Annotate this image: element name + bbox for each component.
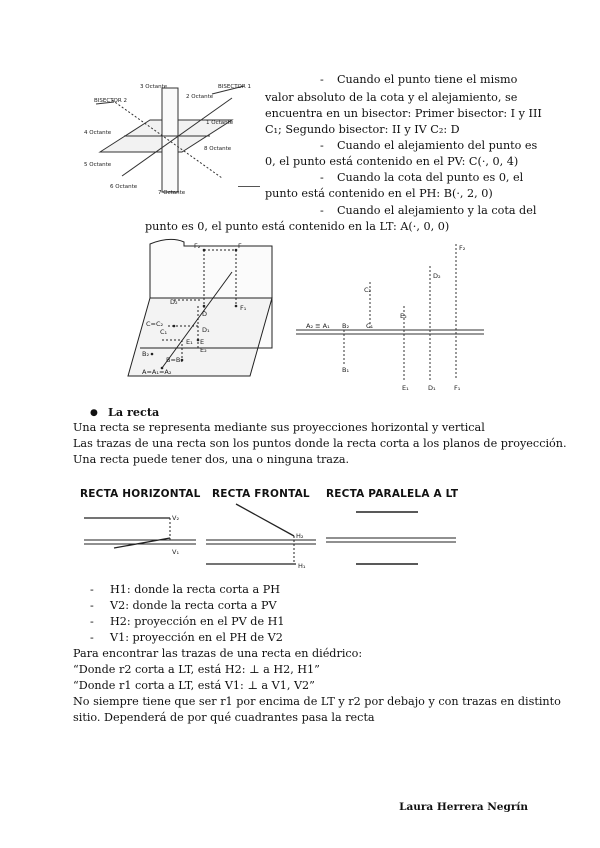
point-label: F bbox=[238, 242, 242, 250]
recta-paralela-figure bbox=[326, 500, 456, 574]
octants-figure bbox=[82, 80, 260, 202]
list-dash: - bbox=[90, 583, 94, 596]
point-label: C=C₂ bbox=[146, 320, 164, 328]
bullet-dash: - bbox=[320, 171, 324, 184]
projection-label: D₁ bbox=[428, 384, 436, 392]
list-item: V1: proyección en el PH de V2 bbox=[110, 631, 283, 644]
projection-label: F₂ bbox=[459, 244, 466, 252]
bisector-2-label: BISECTOR 2 bbox=[94, 98, 127, 104]
point-label: D bbox=[202, 310, 208, 318]
octant-label: 2 Octante bbox=[186, 94, 214, 100]
point-label: E₂ bbox=[200, 346, 207, 354]
list-dash: - bbox=[90, 599, 94, 612]
author-name: Laura Herrera Negrín bbox=[399, 801, 528, 813]
dihedral-figure bbox=[296, 240, 486, 398]
recta-paralela-title: RECTA PARALELA A LT bbox=[326, 488, 459, 500]
projection-label: E₂ bbox=[400, 312, 407, 320]
bullet-line: Cuando la cota del punto es 0, el bbox=[337, 171, 524, 184]
point-label: D₁ bbox=[202, 326, 210, 334]
point-label: E₁ bbox=[186, 338, 193, 346]
bullet-line: punto está contenido en el PH: B(·, 2, 0) bbox=[265, 187, 493, 200]
point-label: A=A₁=A₂ bbox=[142, 368, 172, 376]
projection-label: B₁ bbox=[342, 366, 350, 374]
projection-label: E₁ bbox=[402, 384, 409, 392]
closing-line: Para encontrar las trazas de una recta en diédrico: bbox=[73, 647, 363, 660]
octant-label: 7 Octante bbox=[158, 190, 186, 196]
section-paragraph-line: Una recta se representa mediante sus proyecciones horizontal y vertical bbox=[73, 421, 485, 434]
list-dash: - bbox=[90, 615, 94, 628]
figure-separator bbox=[238, 186, 260, 187]
octant-label: 6 Octante bbox=[110, 184, 138, 190]
point-label: B₂ bbox=[142, 350, 150, 358]
projection-label: D₂ bbox=[433, 272, 441, 280]
closing-line: No siempre tiene que ser r1 por encima de LT y r2 por debajo y con trazas en distinto bbox=[73, 695, 561, 708]
section-title: La recta bbox=[108, 405, 160, 419]
bullet-line: Cuando el alejamiento y la cota del bbox=[337, 204, 537, 217]
projection-label: F₁ bbox=[454, 384, 461, 392]
bullet-line: Cuando el alejamiento del punto es bbox=[337, 139, 538, 152]
section-paragraph-line: Las trazas de una recta son los puntos donde la recta corta a los planos de proyección. bbox=[73, 437, 567, 450]
bullet-line: Cuando el punto tiene el mismo bbox=[337, 73, 518, 86]
list-item: V2: donde la recta corta a PV bbox=[110, 599, 277, 612]
projection-3d-figure bbox=[122, 236, 280, 388]
bullet-line: 0, el punto está contenido en el PV: C(·, 0, 4) bbox=[265, 155, 519, 168]
list-item: H2: proyección en el PV de H1 bbox=[110, 615, 285, 628]
trace-label: V₁ bbox=[172, 548, 180, 556]
bullet-dash: - bbox=[320, 139, 324, 152]
recta-horizontal-figure bbox=[84, 500, 196, 574]
projection-label: C₂ bbox=[364, 286, 372, 294]
bullet-dash: - bbox=[320, 204, 324, 217]
point-label: B=B₁ bbox=[166, 356, 183, 364]
bisector-1-label: BISECTOR 1 bbox=[218, 84, 251, 90]
recta-frontal-title: RECTA FRONTAL bbox=[212, 488, 310, 500]
octant-label: 5 Octante bbox=[84, 162, 112, 168]
projection-label: A₂ ≡ A₁ bbox=[306, 322, 330, 330]
list-dash: - bbox=[90, 631, 94, 644]
trace-label: H₂ bbox=[296, 532, 304, 540]
projection-label: C₁ bbox=[366, 322, 374, 330]
section-paragraph-line: Una recta puede tener dos, una o ninguna traza. bbox=[73, 453, 350, 466]
projection-label: B₂ bbox=[342, 322, 350, 330]
point-label: F₁ bbox=[240, 304, 247, 312]
octant-plane-vertical bbox=[162, 88, 178, 192]
octant-label: 8 Octante bbox=[204, 146, 232, 152]
bullet-dash: - bbox=[320, 73, 324, 86]
point-label: C₁ bbox=[160, 328, 168, 336]
bullet-line: C₁; Segundo bisector: II y IV C₂: D bbox=[265, 123, 460, 136]
horizontal-plane bbox=[128, 298, 272, 376]
point-label: D₂ bbox=[170, 298, 178, 306]
trace-label: H₁ bbox=[298, 562, 306, 570]
point-label: F₂ bbox=[194, 242, 201, 250]
octant-label: 4 Octante bbox=[84, 130, 112, 136]
bullet-line: valor absoluto de la cota y el alejamiento, se bbox=[265, 91, 518, 104]
closing-line: sitio. Dependerá de por qué cuadrantes pasa la recta bbox=[73, 711, 375, 724]
bullet-line: punto es 0, el punto está contenido en la LT: A(·, 0, 0) bbox=[145, 220, 450, 233]
recta-horizontal-title: RECTA HORIZONTAL bbox=[80, 488, 201, 500]
octant-label: 3 Octante bbox=[140, 84, 168, 90]
section-bullet: ● bbox=[90, 408, 98, 418]
closing-line: “Donde r1 corta a LT, está V1: ⊥ a V1, V2” bbox=[73, 679, 315, 692]
octant-label: 1 Octante bbox=[206, 120, 234, 126]
recta-frontal-figure bbox=[206, 500, 316, 574]
bullet-line: encuentra en un bisector: Primer bisector: I y III bbox=[265, 107, 542, 120]
point-label: E bbox=[200, 338, 205, 346]
trace-label: V₂ bbox=[172, 514, 180, 522]
list-item: H1: donde la recta corta a PH bbox=[110, 583, 280, 596]
closing-line: “Donde r2 corta a LT, está H2: ⊥ a H2, H1” bbox=[73, 663, 320, 676]
